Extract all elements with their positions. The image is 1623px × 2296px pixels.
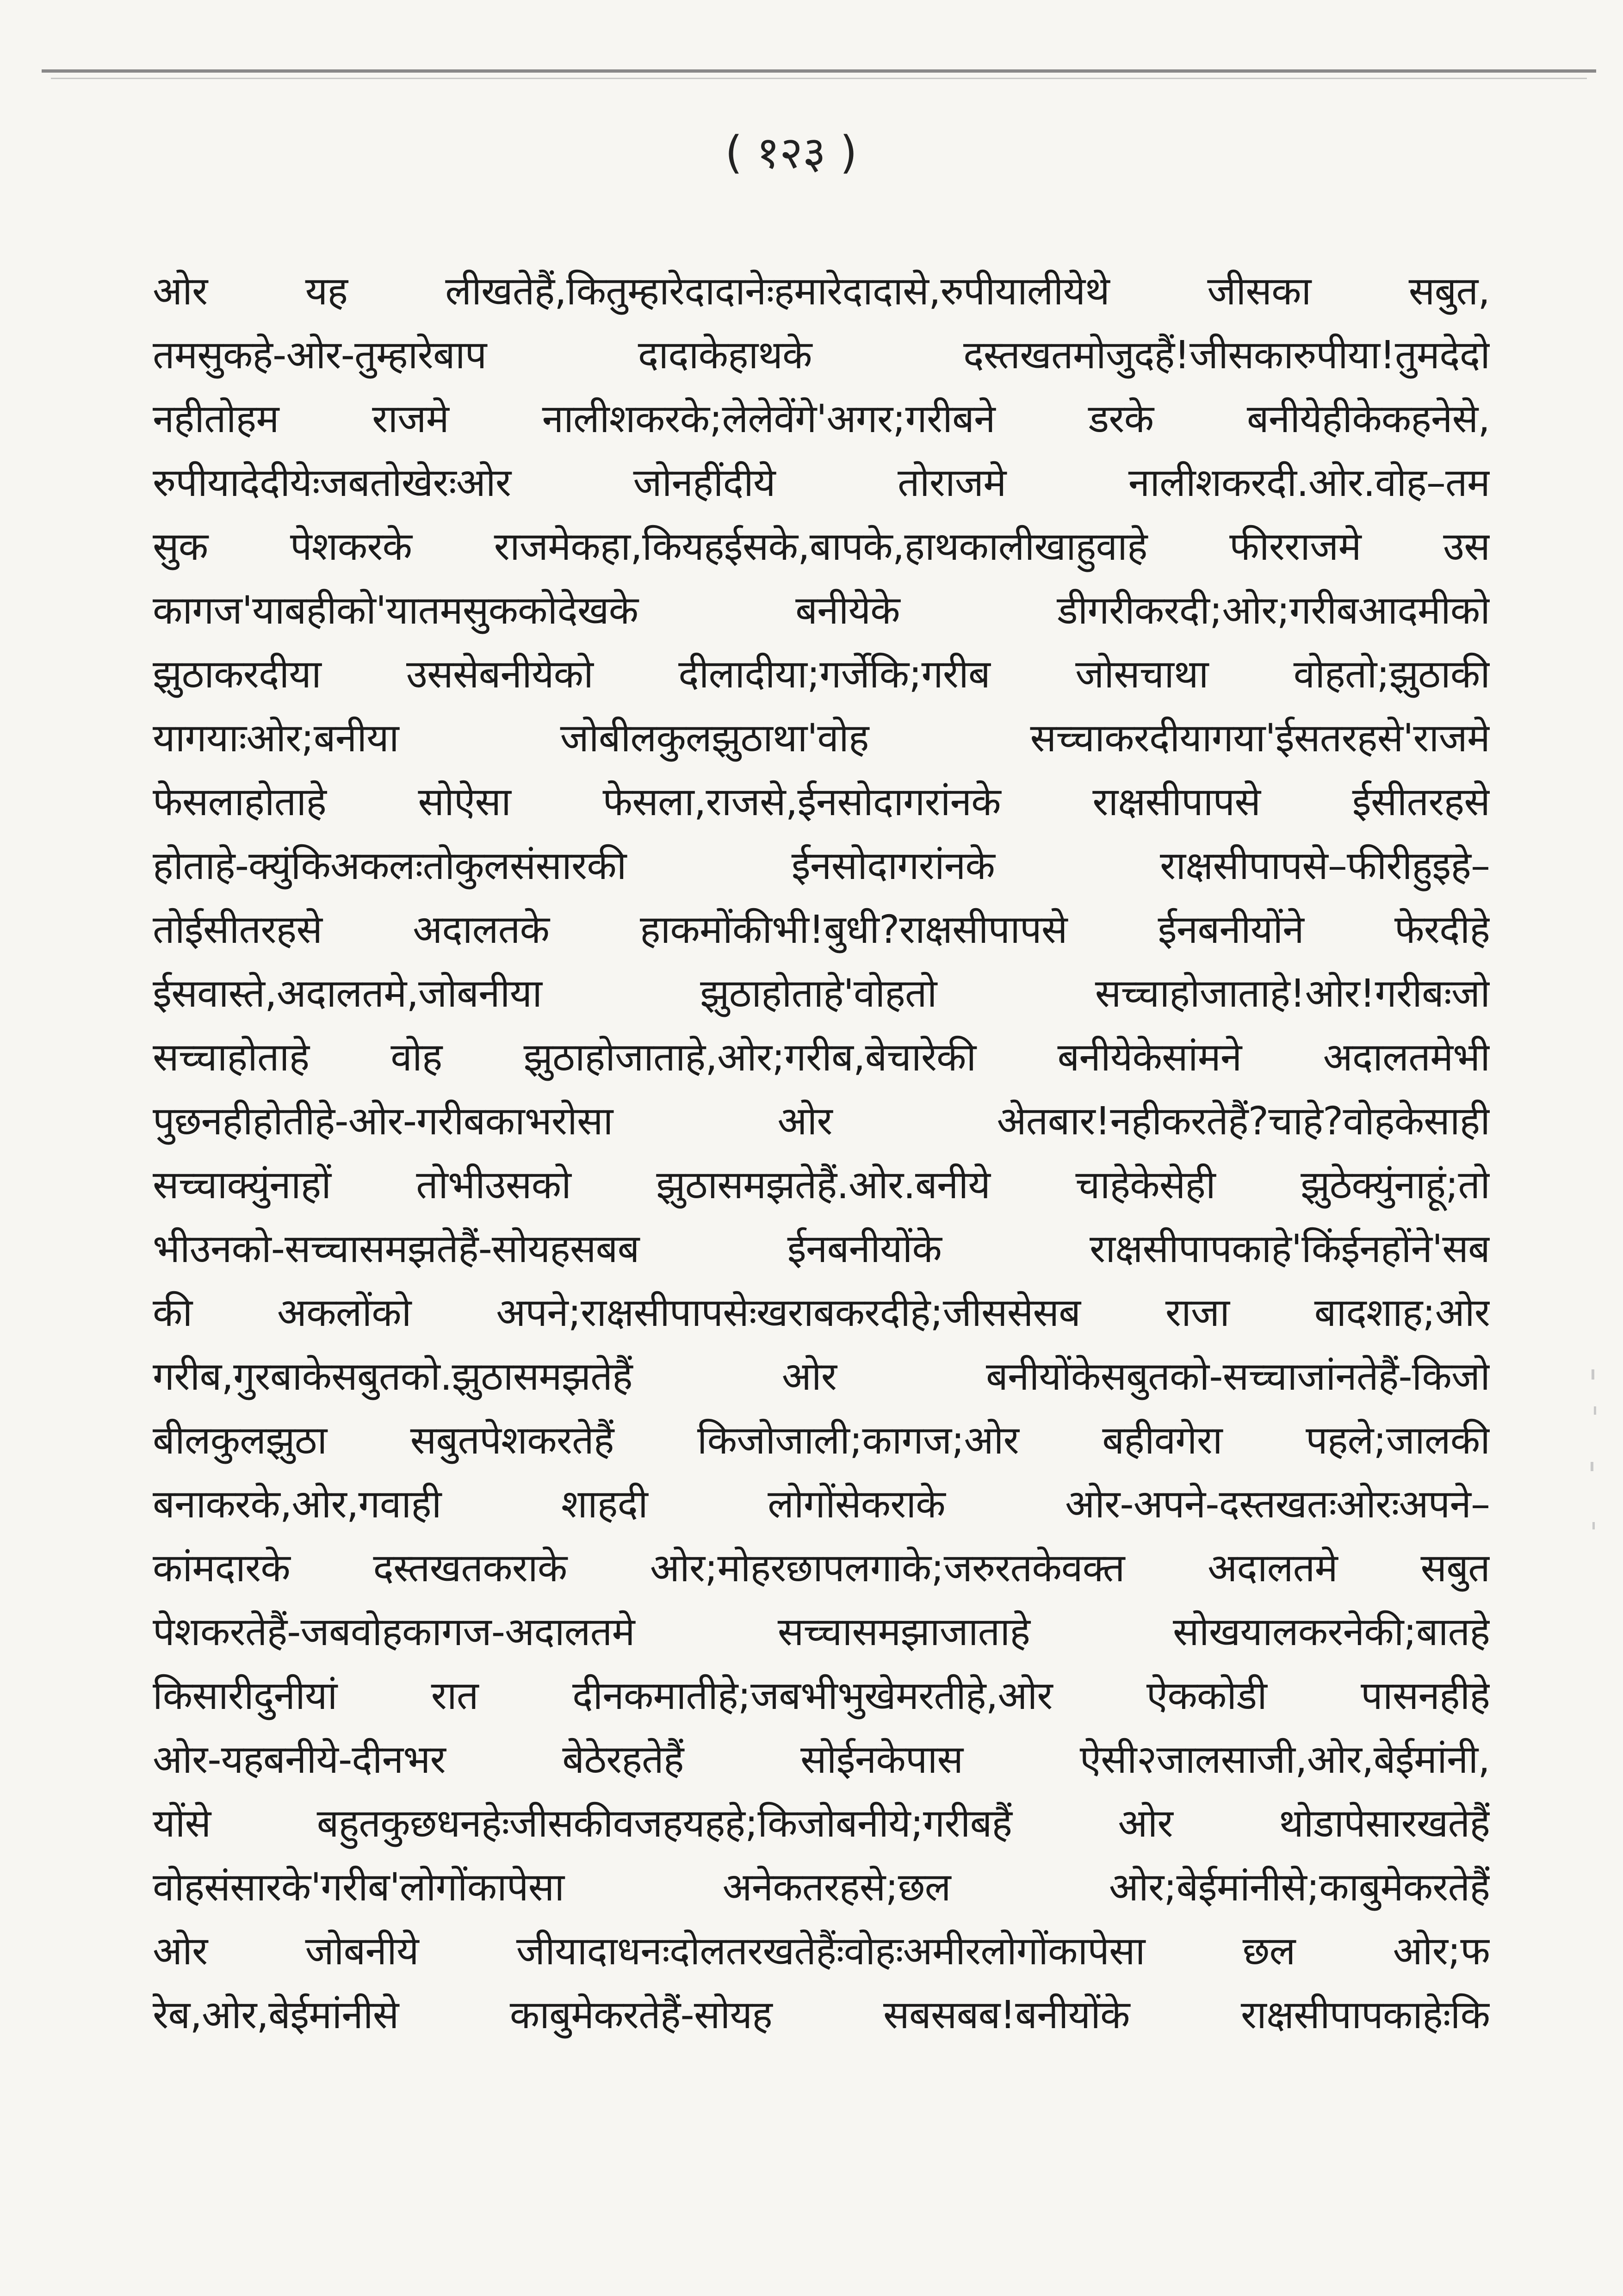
text-line: बनाकरके,ओर,गवाही शाहदी लोगोंसेकराके ओर-अपने-दस्तखतःओरःअपने– [153, 1481, 1490, 1527]
scan-margin-speck [1594, 1406, 1596, 1415]
text-line: ओर यह लीखतेहैं,कितुम्हारेदादानेःहमारेदादासे,रुपीयालीयेथे जीसका सबुत, [153, 268, 1490, 314]
scan-margin-speck [1591, 1462, 1593, 1471]
text-line: पुछनहीहोतीहे-ओर-गरीबकाभरोसा ओर अेतबार!नहीकरतेहैं?चाहे?वोहकेसाही [153, 1098, 1490, 1144]
scan-margin-speck [1592, 1369, 1594, 1380]
text-line: वोहसंसारके'गरीब'लोगोंकापेसा अनेकतरहसे;छल ओर;बेईमांनीसे;काबुमेकरतेहैं [153, 1864, 1490, 1910]
text-line: की अकलोंको अपने;राक्षसीपापसेःखराबकरदीहे;जीससेसब राजा बादशाह;ओर [153, 1290, 1490, 1335]
scan-margin-speck [1592, 1522, 1595, 1529]
text-line: तमसुकहे-ओर-तुम्हारेबाप दादाकेहाथके दस्तखतमोजुदहैं!जीसकारुपीया!तुमदेदो [153, 332, 1490, 378]
text-line: होताहे-क्युंकिअकलःतोकुलसंसारकी ईनसोदागरांनके राक्षसीपापसे–फीरीहुइहे– [153, 843, 1490, 888]
text-line: रेब,ओर,बेईमांनीसे काबुमेकरतेहैं-सोयह सबसबब!बनीयोंके राक्षसीपापकाहेःकि [153, 1992, 1490, 2037]
text-line: ओर-यहबनीये-दीनभर बेठेरहतेहैं सोईनकेपास ऐसी२जालसाजी,ओर,बेईमांनी, [153, 1737, 1490, 1782]
text-line: किसारीदुनीयां रात दीनकमातीहे;जबभीभुखेमरतीहे,ओर ऐककोडी पासनहीहे [153, 1673, 1490, 1718]
top-rule [42, 69, 1596, 73]
page-number: ( १२३ ) [725, 127, 857, 179]
text-line: फेसलाहोताहे सोऐसा फेसला,राजसे,ईनसोदागरांनके राक्षसीपापसे ईसीतरहसे [153, 779, 1490, 824]
text-line: यागयाःओर;बनीया जोबीलकुलझुठाथा'वोह सच्चाकरदीयागया'ईसतरहसे'राजमे [153, 715, 1490, 761]
text-line: झुठाकरदीया उससेबनीयेको दीलादीया;गर्जेकि;गरीब जोसचाथा वोहतो;झुठाकी [153, 651, 1490, 697]
text-line: सच्चाक्युंनाहों तोभीउसको झुठासमझतेहैं.ओर.बनीये चाहेकेसेही झुठेक्युंनाहूं;तो [153, 1162, 1490, 1207]
text-line: ईसवास्ते,अदालतमे,जोबनीया झुठाहोताहे'वोहतो सच्चाहोजाताहे!ओर!गरीबःजो [153, 971, 1490, 1016]
text-line: पेशकरतेहैं-जबवोहकागज-अदालतमे सच्चासमझाजाताहे सोखयालकरनेकी;बातहे [153, 1609, 1490, 1654]
text-line: सच्चाहोताहे वोह झुठाहोजाताहे,ओर;गरीब,बेचारेकी बनीयेकेसांमने अदालतमेभी [153, 1034, 1490, 1080]
text-line: ओर जोबनीये जीयादाधनःदोलतरखतेहैंःवोहःअमीरलोगोंकापेसा छल ओर;फ [153, 1928, 1490, 1974]
text-line: भीउनको-सच्चासमझतेहैं-सोयहसबब ईनबनीयोंके राक्षसीपापकाहे'किंईनहोंने'सब [153, 1226, 1490, 1271]
text-line: बीलकुलझुठा सबुतपेशकरतेहैं किजोजाली;कागज;ओर बहीवगेरा पहले;जालकी [153, 1417, 1490, 1463]
text-line: नहीतोहम राजमे नालीशकरके;लेलेवेंगे'अगर;गरीबने डरके बनीयेहीकेकहनेसे, [153, 396, 1490, 441]
text-line: रुपीयादेदीयेःजबतोखेरःओर जोनहींदीये तोराजमे नालीशकरदी.ओर.वोह–तम [153, 460, 1490, 505]
text-line: कांमदारके दस्तखतकराके ओर;मोहरछापलगाके;जरुरतकेवक्त अदालतमे सबुत [153, 1545, 1490, 1590]
text-line: कागज'याबहीको'यातमसुककोदेखके बनीयेके डीगरीकरदी;ओर;गरीबआदमीको [153, 588, 1490, 633]
body-text [153, 259, 1490, 2174]
text-line: गरीब,गुरबाकेसबुतको.झुठासमझतेहैं ओर बनीयोंकेसबुतको-सच्चाजांनतेहैं-किजो [153, 1354, 1490, 1399]
text-line: तोईसीतरहसे अदालतके हाकमोंकीभी!बुधी?राक्षसीपापसे ईनबनीयोंने फेरदीहे [153, 907, 1490, 952]
text-line: सुक पेशकरके राजमेकहा,कियहईसके,बापके,हाथकालीखाहुवाहे फीरराजमे उस [153, 524, 1490, 569]
text-line: योंसे बहुतकुछधनहेःजीसकीवजहयहहे;किजोबनीये;गरीबहैं ओर थोडापेसारखतेहैं [153, 1801, 1490, 1846]
top-rule-shadow [51, 78, 1587, 79]
